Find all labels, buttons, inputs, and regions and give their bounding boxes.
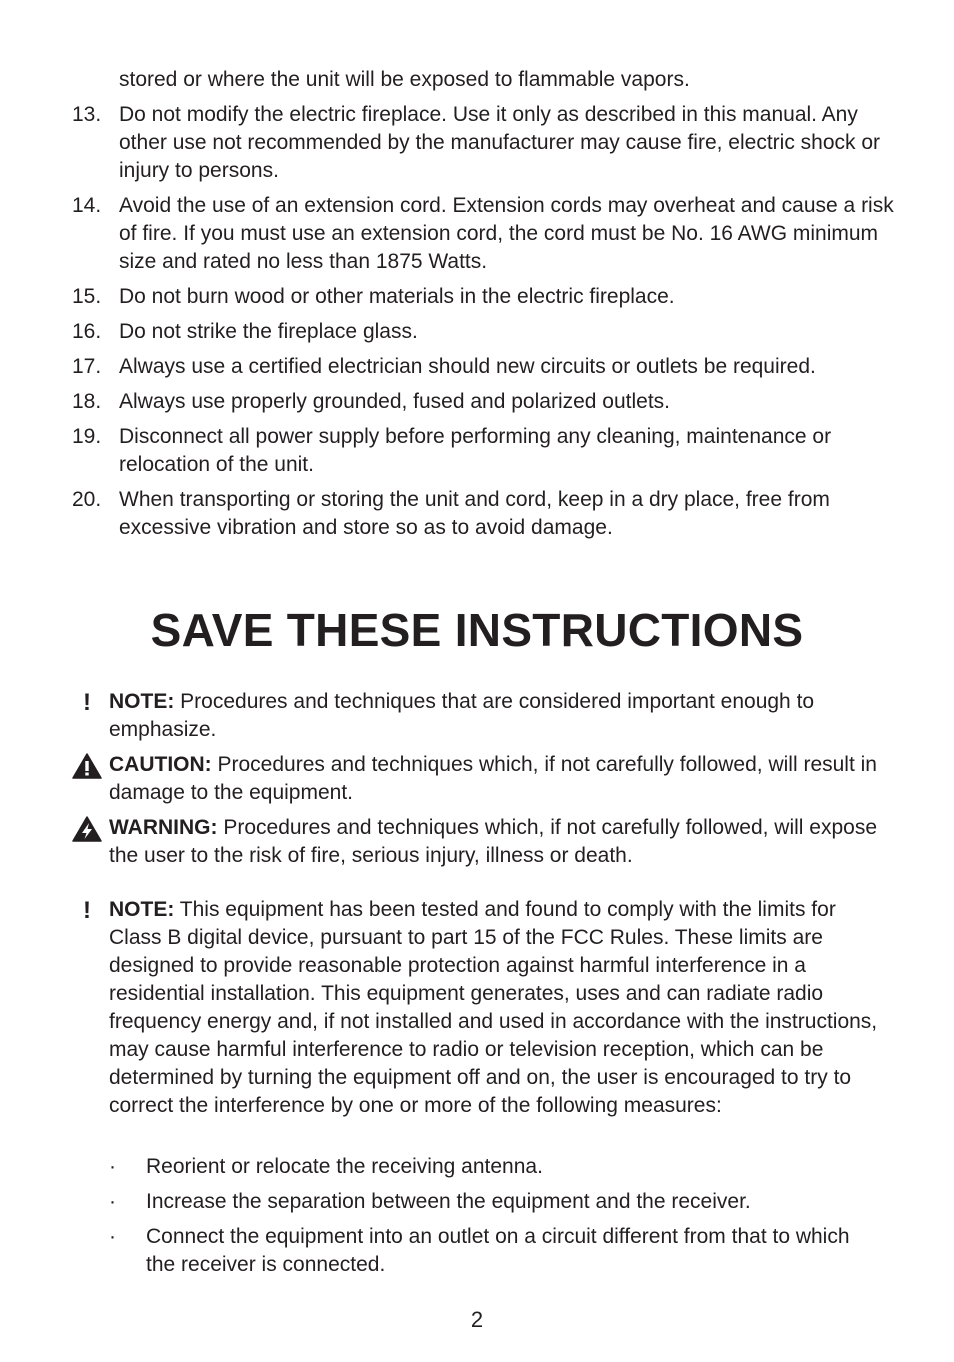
measure-text: Increase the separation between the equipment and the receiver. [146,1190,751,1213]
item-number: 14. [72,194,102,217]
list-item [0,318,954,346]
caution-legend [0,751,954,807]
item-text: Do not strike the fireplace glass. [119,320,418,343]
warning-legend [0,814,954,870]
item-text: Always use a certified electrician should new circuits or outlets be required. [119,355,816,378]
list-item [0,101,954,185]
item-text: Always use properly grounded, fused and polarized outlets. [119,390,671,413]
note-legend [0,688,954,744]
item-number: 15. [72,285,102,308]
item-number: 18. [72,390,102,413]
measure-text: Reorient or relocate the receiving antenna. [146,1155,543,1178]
bullet-dot: · [109,1155,116,1178]
list-item [0,423,954,479]
note-label: NOTE: [109,690,175,713]
item-text: Disconnect all power supply before performing any cleaning, maintenance or relocation of the unit. [119,425,832,476]
item-text: When transporting or storing the unit and cord, keep in a dry place, free from excessive vibration and store so as to avoid damage. [119,488,830,539]
warning-label: WARNING: [109,816,218,839]
list-item [0,486,954,542]
exclamation-icon: ! [83,689,91,716]
symbol-legend [0,688,954,877]
list-item [0,1153,954,1181]
warning-text: Procedures and techniques which, if not carefully followed, will expose the user to the risk of fire, serious injury, illness or death. [109,816,878,867]
list-item [0,388,954,416]
fcc-note [0,896,954,1127]
page-heading: SAVE THESE INSTRUCTIONS [150,604,804,656]
item-number: 20. [72,488,102,511]
item-text: Do not modify the electric fireplace. Use it only as described in this manual. Any other use not recommended by the manufacturer may cause fire, electric shock or injury to persons. [119,103,881,182]
fcc-note-label: NOTE: [109,898,175,921]
item-text: Avoid the use of an extension cord. Extension cords may overheat and cause a risk of fire. If you must use an extension cord, the cord must be No. 16 AWG minimum size and rated no less than 1875 Watts. [119,194,894,273]
bullet-dot: · [109,1190,116,1213]
caution-label: CAUTION: [109,753,212,776]
warning-lightning-icon [72,816,102,842]
list-item [0,353,954,381]
list-item [0,1223,954,1279]
item-number: 19. [72,425,102,448]
list-item [0,1188,954,1216]
item-text: Do not burn wood or other materials in the electric fireplace. [119,285,675,308]
note-text: Procedures and techniques that are considered important enough to emphasize. [109,690,815,741]
safety-instructions-list [0,101,954,549]
item-number: 16. [72,320,102,343]
item-number: 17. [72,355,102,378]
caution-triangle-icon [72,753,102,779]
measure-text: Connect the equipment into an outlet on a circuit different from that to which the receiver is connected. [146,1225,850,1276]
list-item [0,283,954,311]
fcc-note-text: This equipment has been tested and found to comply with the limits for Class B digital device, pursuant to part 15 of the FCC Rules. These limits are designed to provide reasonable protection against harmful interference in a residential installation. This equipment generates, uses and can radiate radio frequency energy and, if not installed and used in accordance with the instructions, may cause harmful interference to radio or television reception, which can be determined by turning the equipment off and on, the user is encouraged to try to correct the interference by one or more of the following measures: [109,898,878,1117]
interference-measures-list [0,1153,954,1286]
caution-text: Procedures and techniques which, if not carefully followed, will result in damage to the equipment. [109,753,877,804]
fcc-note-body [0,896,954,1120]
page-number: 2 [470,1307,484,1332]
continuation-text: stored or where the unit will be exposed to flammable vapors. [119,68,690,91]
bullet-dot: · [109,1225,116,1248]
exclamation-icon: ! [83,897,91,924]
list-item [0,192,954,276]
item-number: 13. [72,103,102,126]
